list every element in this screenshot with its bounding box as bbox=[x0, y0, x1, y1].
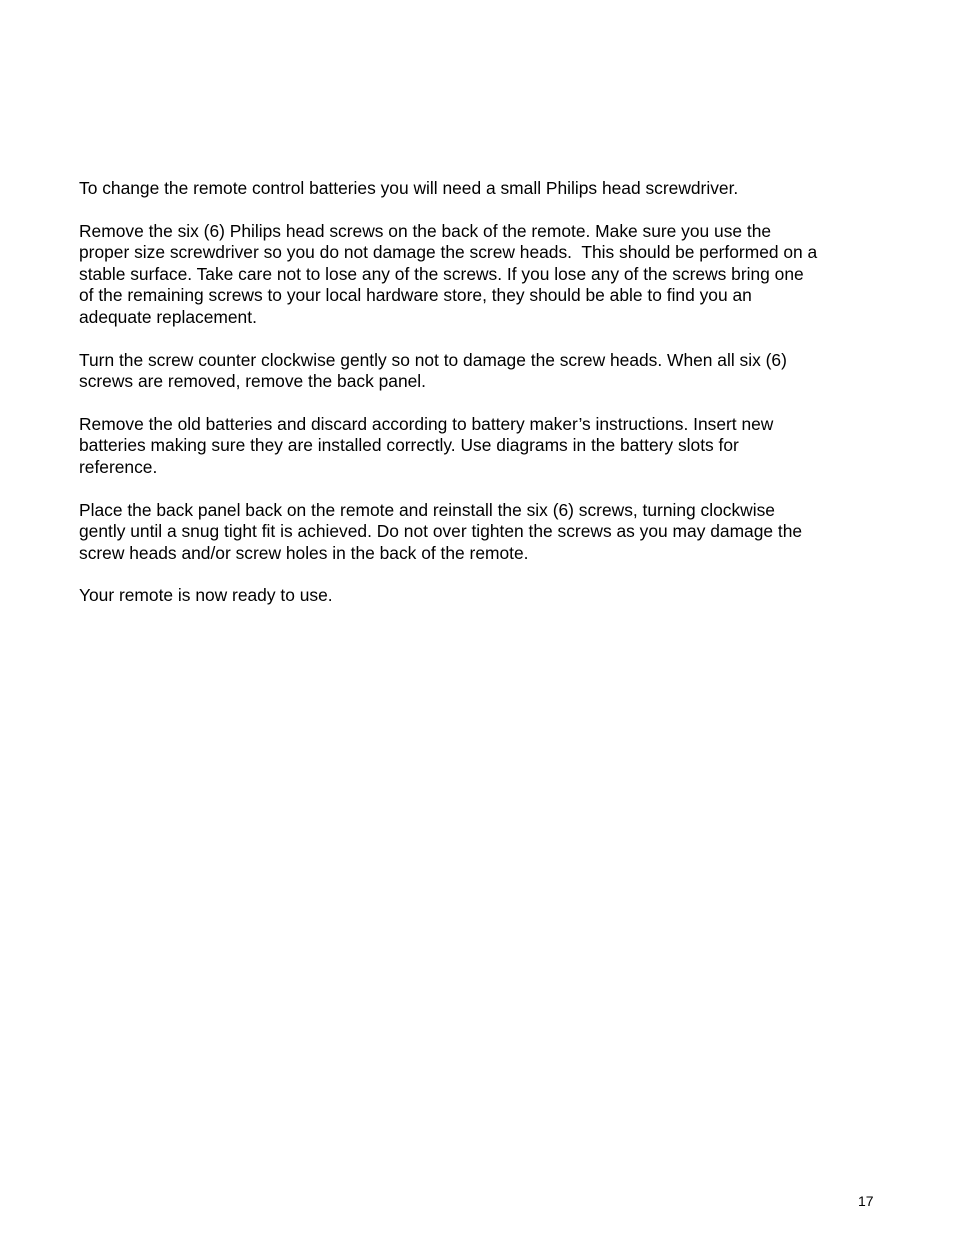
paragraph-tools-needed: To change the remote control batteries you will need a small Philips head screwdriver. bbox=[79, 178, 739, 198]
paragraph-remove-screws: Remove the six (6) Philips head screws on the back of the remote. Make sure you use the proper size screwdriver so you do not damage the screw heads. This should be performed on a stable surface. Take care not to lose any of the screws. If you lose any of the screws bring one of the remaining screws to your local hardware store, they should be able to find you an adequate replacement. bbox=[79, 220, 818, 327]
paragraph-reinstall-panel: Place the back panel back on the remote and reinstall the six (6) screws, turning clockwise gently until a snug tight fit is achieved. Do not over tighten the screws as you may damage the screw heads and/or screw holes in the back of the remote. bbox=[79, 499, 803, 563]
paragraph-replace-batteries: Remove the old batteries and discard according to battery maker’s instructions. Insert new batteries making sure they are installed correctly. Use diagrams in the battery slots for reference. bbox=[79, 413, 774, 477]
page-number: 17 bbox=[858, 1193, 874, 1209]
paragraph-remove-back-panel: Turn the screw counter clockwise gently so not to damage the screw heads. When all six (6) screws are removed, remove the back panel. bbox=[79, 349, 787, 392]
document-body bbox=[79, 178, 879, 628]
paragraph-ready: Your remote is now ready to use. bbox=[79, 585, 333, 606]
